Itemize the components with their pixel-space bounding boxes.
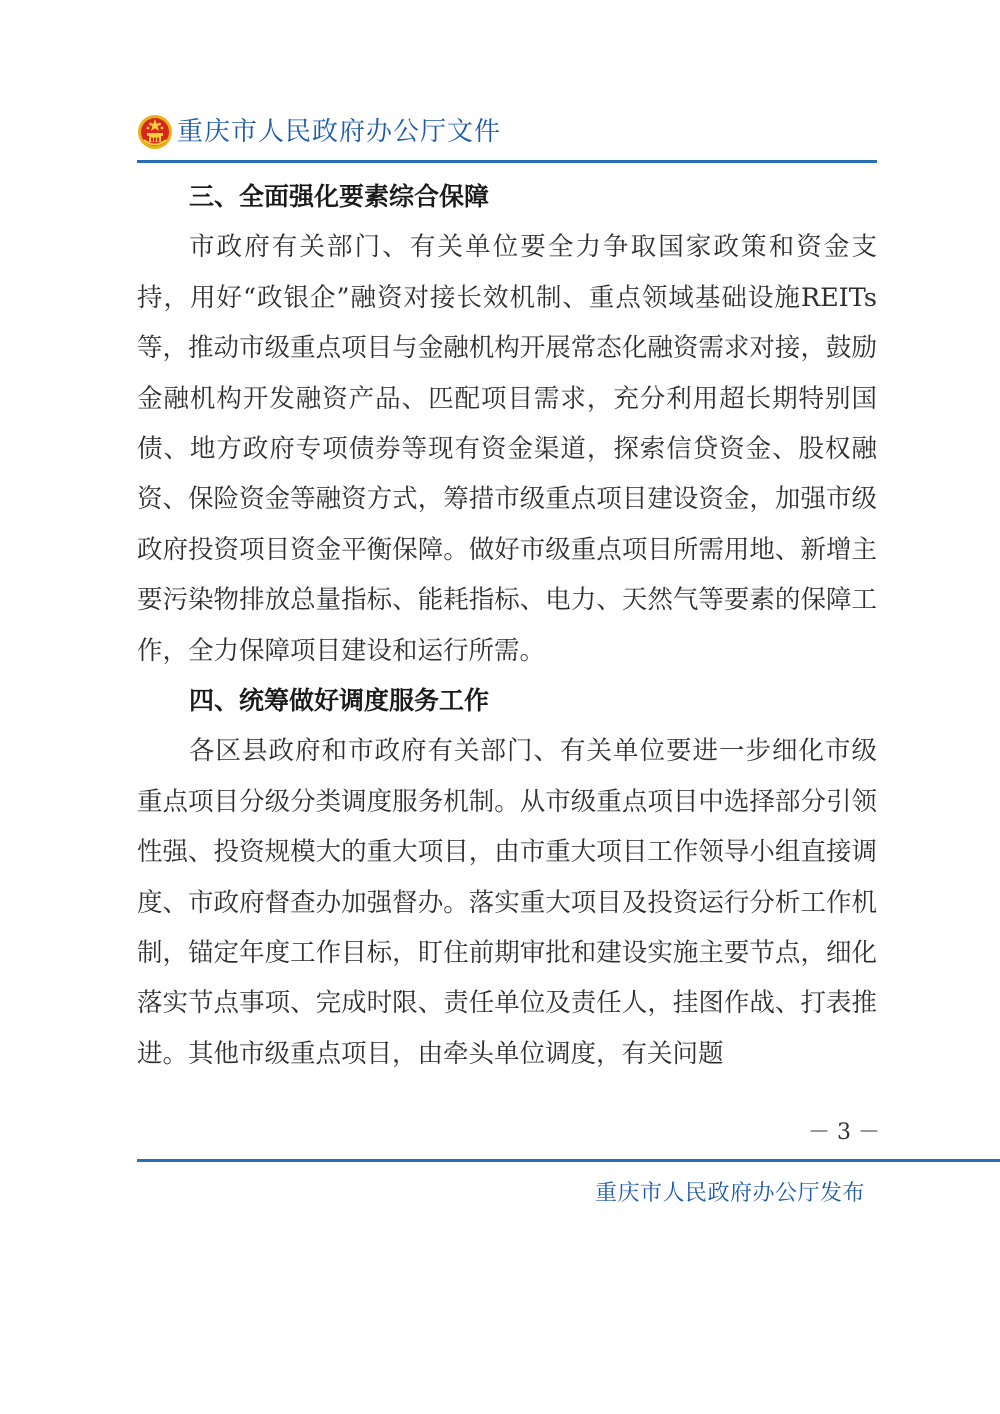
section-heading: 四、统筹做好调度服务工作 — [189, 686, 490, 716]
document-body — [137, 172, 877, 1079]
section-paragraph: 市政府有关部门、有关单位要全力争取国家政策和资金支持，用好“政银企”融资对接长效机制、重点领域基础设施REITs等，推动市级重点项目与金融机构开展常态化融资需求对接，鼓励金融机构开发融资产品、匹配项目需求，充分利用超长期特别国债、地方政府专项债券等现有资金渠道，探索信贷资金、股权融资、保险资金等融资方式，筹措市级重点项目建设资金，加强市级政府投资项目资金平衡保障。做好市级重点项目所需用地、新增主要污染物排放总量指标、能耗指标、电力、天然气等要素的保障工作，全力保障项目建设和运行所需。 — [137, 232, 877, 666]
header-divider — [137, 160, 877, 163]
header-title: 重庆市人民政府办公厅文件 — [177, 117, 502, 147]
section-heading: 三、全面强化要素综合保障 — [189, 182, 490, 211]
document-header — [137, 112, 877, 156]
publisher-footer: 重庆市人民政府办公厅发布 — [594, 1181, 865, 1206]
national-emblem-icon — [137, 114, 173, 150]
section-paragraph: 各区县政府和市政府有关部门、有关单位要进一步细化市级重点项目分级分类调度服务机制。从市级重点项目中选择部分引领性强、投资规模大的重大项目，由市重大项目工作领导小组直接调度、市政府督查办加强督办。落实重大项目及投资运行分析工作机制，锚定年度工作目标，盯住前期审批和建设实施主要节点，细化落实节点事项、完成时限、责任单位及责任人，挂图作战、打表推进。其他市级重点项目，由牵头单位调度，有关问题 — [137, 736, 877, 1069]
footer-divider — [137, 1159, 1000, 1162]
page-number: － 3 － — [808, 1120, 880, 1145]
